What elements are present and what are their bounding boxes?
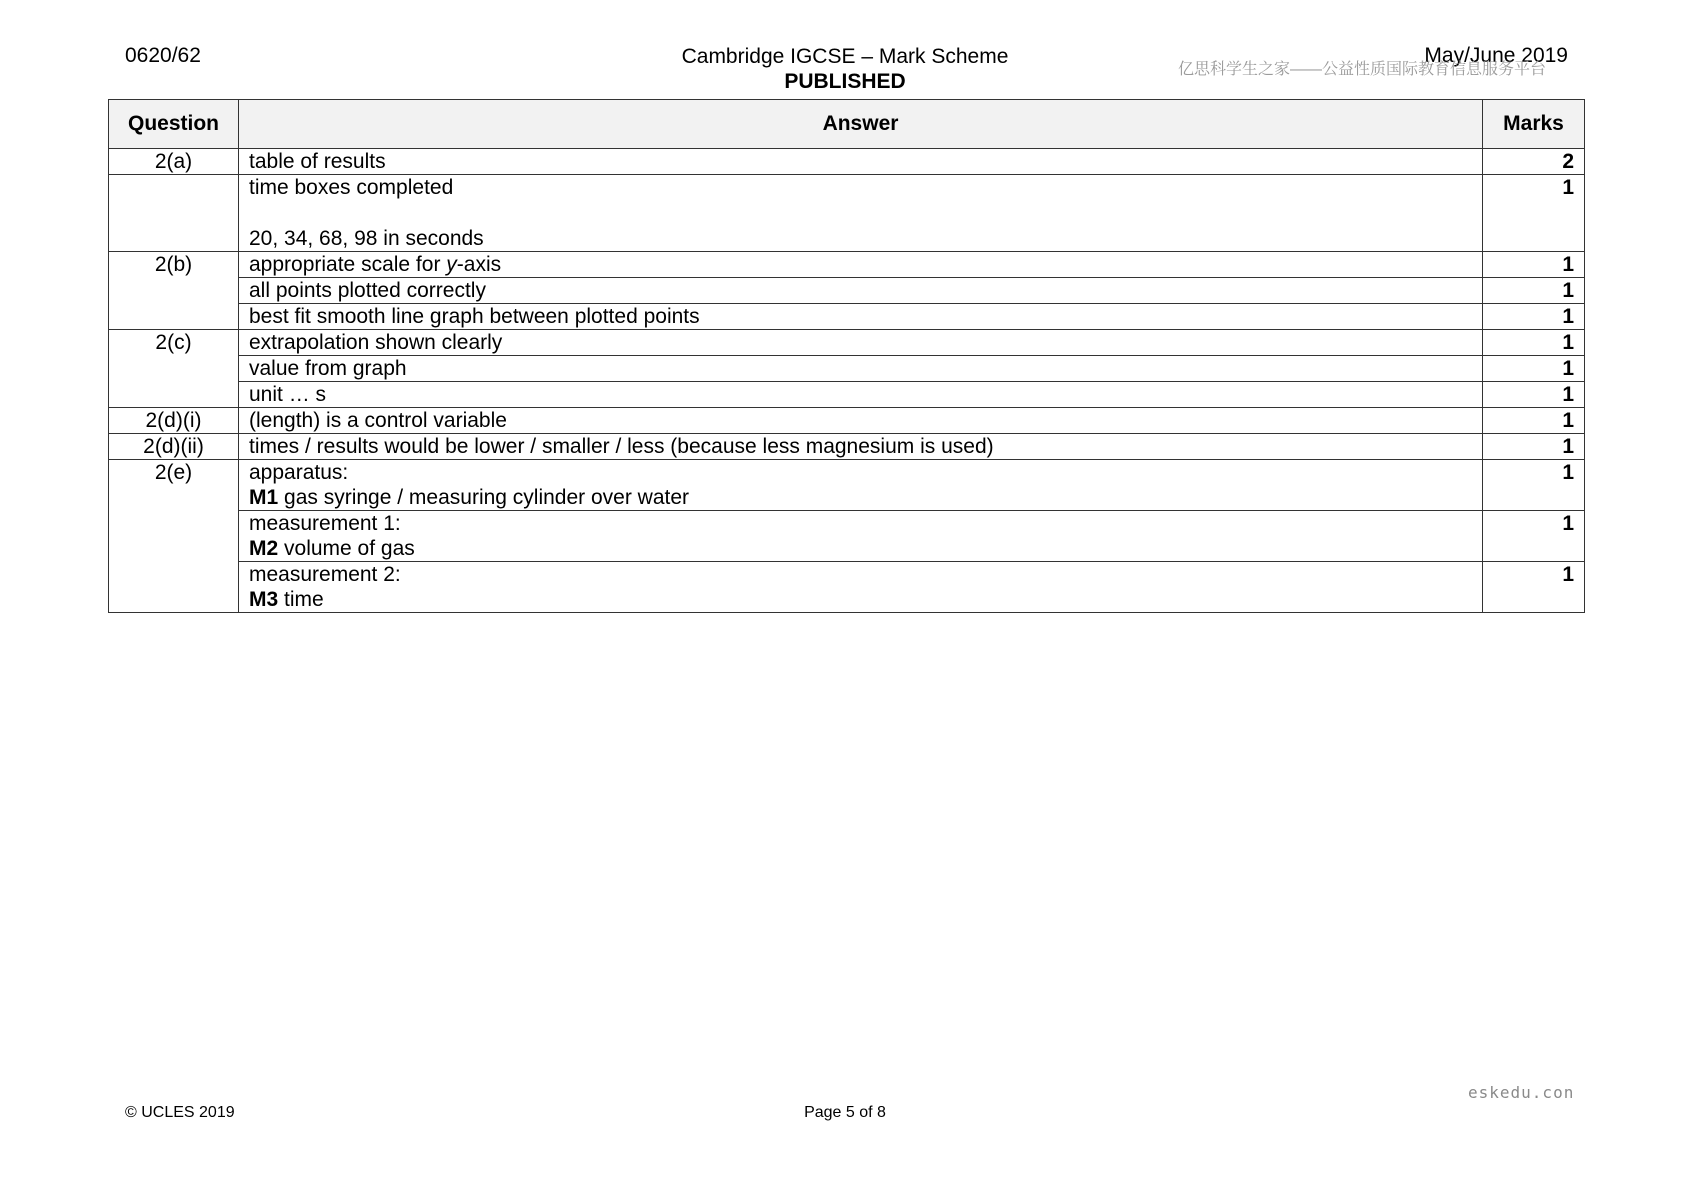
answer-cell: (length) is a control variable [239, 408, 1483, 434]
answer-heading: measurement 1: [249, 512, 401, 535]
marks-cell: 1 [1483, 382, 1585, 408]
answer-cell [239, 562, 1483, 613]
marks-cell: 1 [1483, 330, 1585, 356]
column-header-marks: Marks [1483, 100, 1585, 149]
answer-text-suffix: -axis [456, 253, 502, 276]
column-header-answer: Answer [239, 100, 1483, 149]
marks-cell: 1 [1483, 278, 1585, 304]
table-row [109, 330, 1585, 356]
table-row [109, 304, 1585, 330]
page-number: Page 5 of 8 [804, 1104, 886, 1121]
answer-cell: extrapolation shown clearly [239, 330, 1483, 356]
answer-heading: measurement 2: [249, 563, 401, 586]
footer-watermark: eskedu.con [1468, 1083, 1575, 1102]
table-row [109, 511, 1585, 562]
document-title: Cambridge IGCSE – Mark Scheme [681, 45, 1009, 68]
table-row [109, 149, 1585, 175]
answer-cell: unit … s [239, 382, 1483, 408]
answer-cell: best fit smooth line graph between plotted points [239, 304, 1483, 330]
question-cell: 2(e) [109, 460, 239, 613]
marks-cell: 1 [1483, 175, 1585, 252]
answer-text: time boxes completed [249, 176, 454, 199]
marks-cell: 1 [1483, 460, 1585, 511]
marks-cell: 2 [1483, 149, 1585, 175]
document-title-block [560, 44, 1130, 94]
answer-cell: times / results would be lower / smaller / less (because less magnesium is used) [239, 434, 1483, 460]
column-header-question: Question [109, 100, 239, 149]
answer-cell [239, 252, 1483, 278]
marks-cell: 1 [1483, 511, 1585, 562]
table-row [109, 252, 1585, 278]
table-row [109, 562, 1585, 613]
header-watermark: 亿思科学生之家——公益性质国际教育信息服务平台 [1178, 61, 1547, 78]
answer-cell: all points plotted correctly [239, 278, 1483, 304]
mark-point-label: M3 [249, 588, 279, 611]
question-cell [109, 175, 239, 252]
mark-point-label: M1 [249, 486, 279, 509]
table-row [109, 382, 1585, 408]
answer-detail: 20, 34, 68, 98 in seconds [249, 227, 484, 250]
answer-text: appropriate scale for [249, 253, 447, 276]
question-cell: 2(d)(i) [109, 408, 239, 434]
answer-cell [239, 511, 1483, 562]
table-row [109, 434, 1585, 460]
table-row [109, 278, 1585, 304]
answer-cell: table of results [239, 149, 1483, 175]
marks-cell: 1 [1483, 562, 1585, 613]
table-row [109, 356, 1585, 382]
table-row [109, 460, 1585, 511]
mark-scheme-table [108, 99, 1585, 613]
question-cell: 2(c) [109, 330, 239, 408]
answer-text: volume of gas [278, 537, 415, 560]
question-cell: 2(d)(ii) [109, 434, 239, 460]
marks-cell: 1 [1483, 434, 1585, 460]
question-cell: 2(b) [109, 252, 239, 330]
answer-text: time [278, 588, 324, 611]
table-row [109, 408, 1585, 434]
answer-text: gas syringe / measuring cylinder over water [278, 486, 690, 509]
question-cell: 2(a) [109, 149, 239, 175]
table-row [109, 175, 1585, 252]
mark-point-label: M2 [249, 537, 279, 560]
answer-cell [239, 175, 1483, 252]
table-header-row [109, 100, 1585, 149]
marks-cell: 1 [1483, 304, 1585, 330]
document-status: PUBLISHED [784, 70, 906, 93]
answer-cell [239, 460, 1483, 511]
answer-cell: value from graph [239, 356, 1483, 382]
answer-heading: apparatus: [249, 461, 349, 484]
copyright: © UCLES 2019 [125, 1104, 235, 1121]
marks-cell: 1 [1483, 408, 1585, 434]
axis-variable: y [446, 253, 457, 276]
marks-cell: 1 [1483, 252, 1585, 278]
document-date: May/June 2019 [1424, 44, 1568, 67]
marks-cell: 1 [1483, 356, 1585, 382]
document-code: 0620/62 [125, 44, 201, 67]
